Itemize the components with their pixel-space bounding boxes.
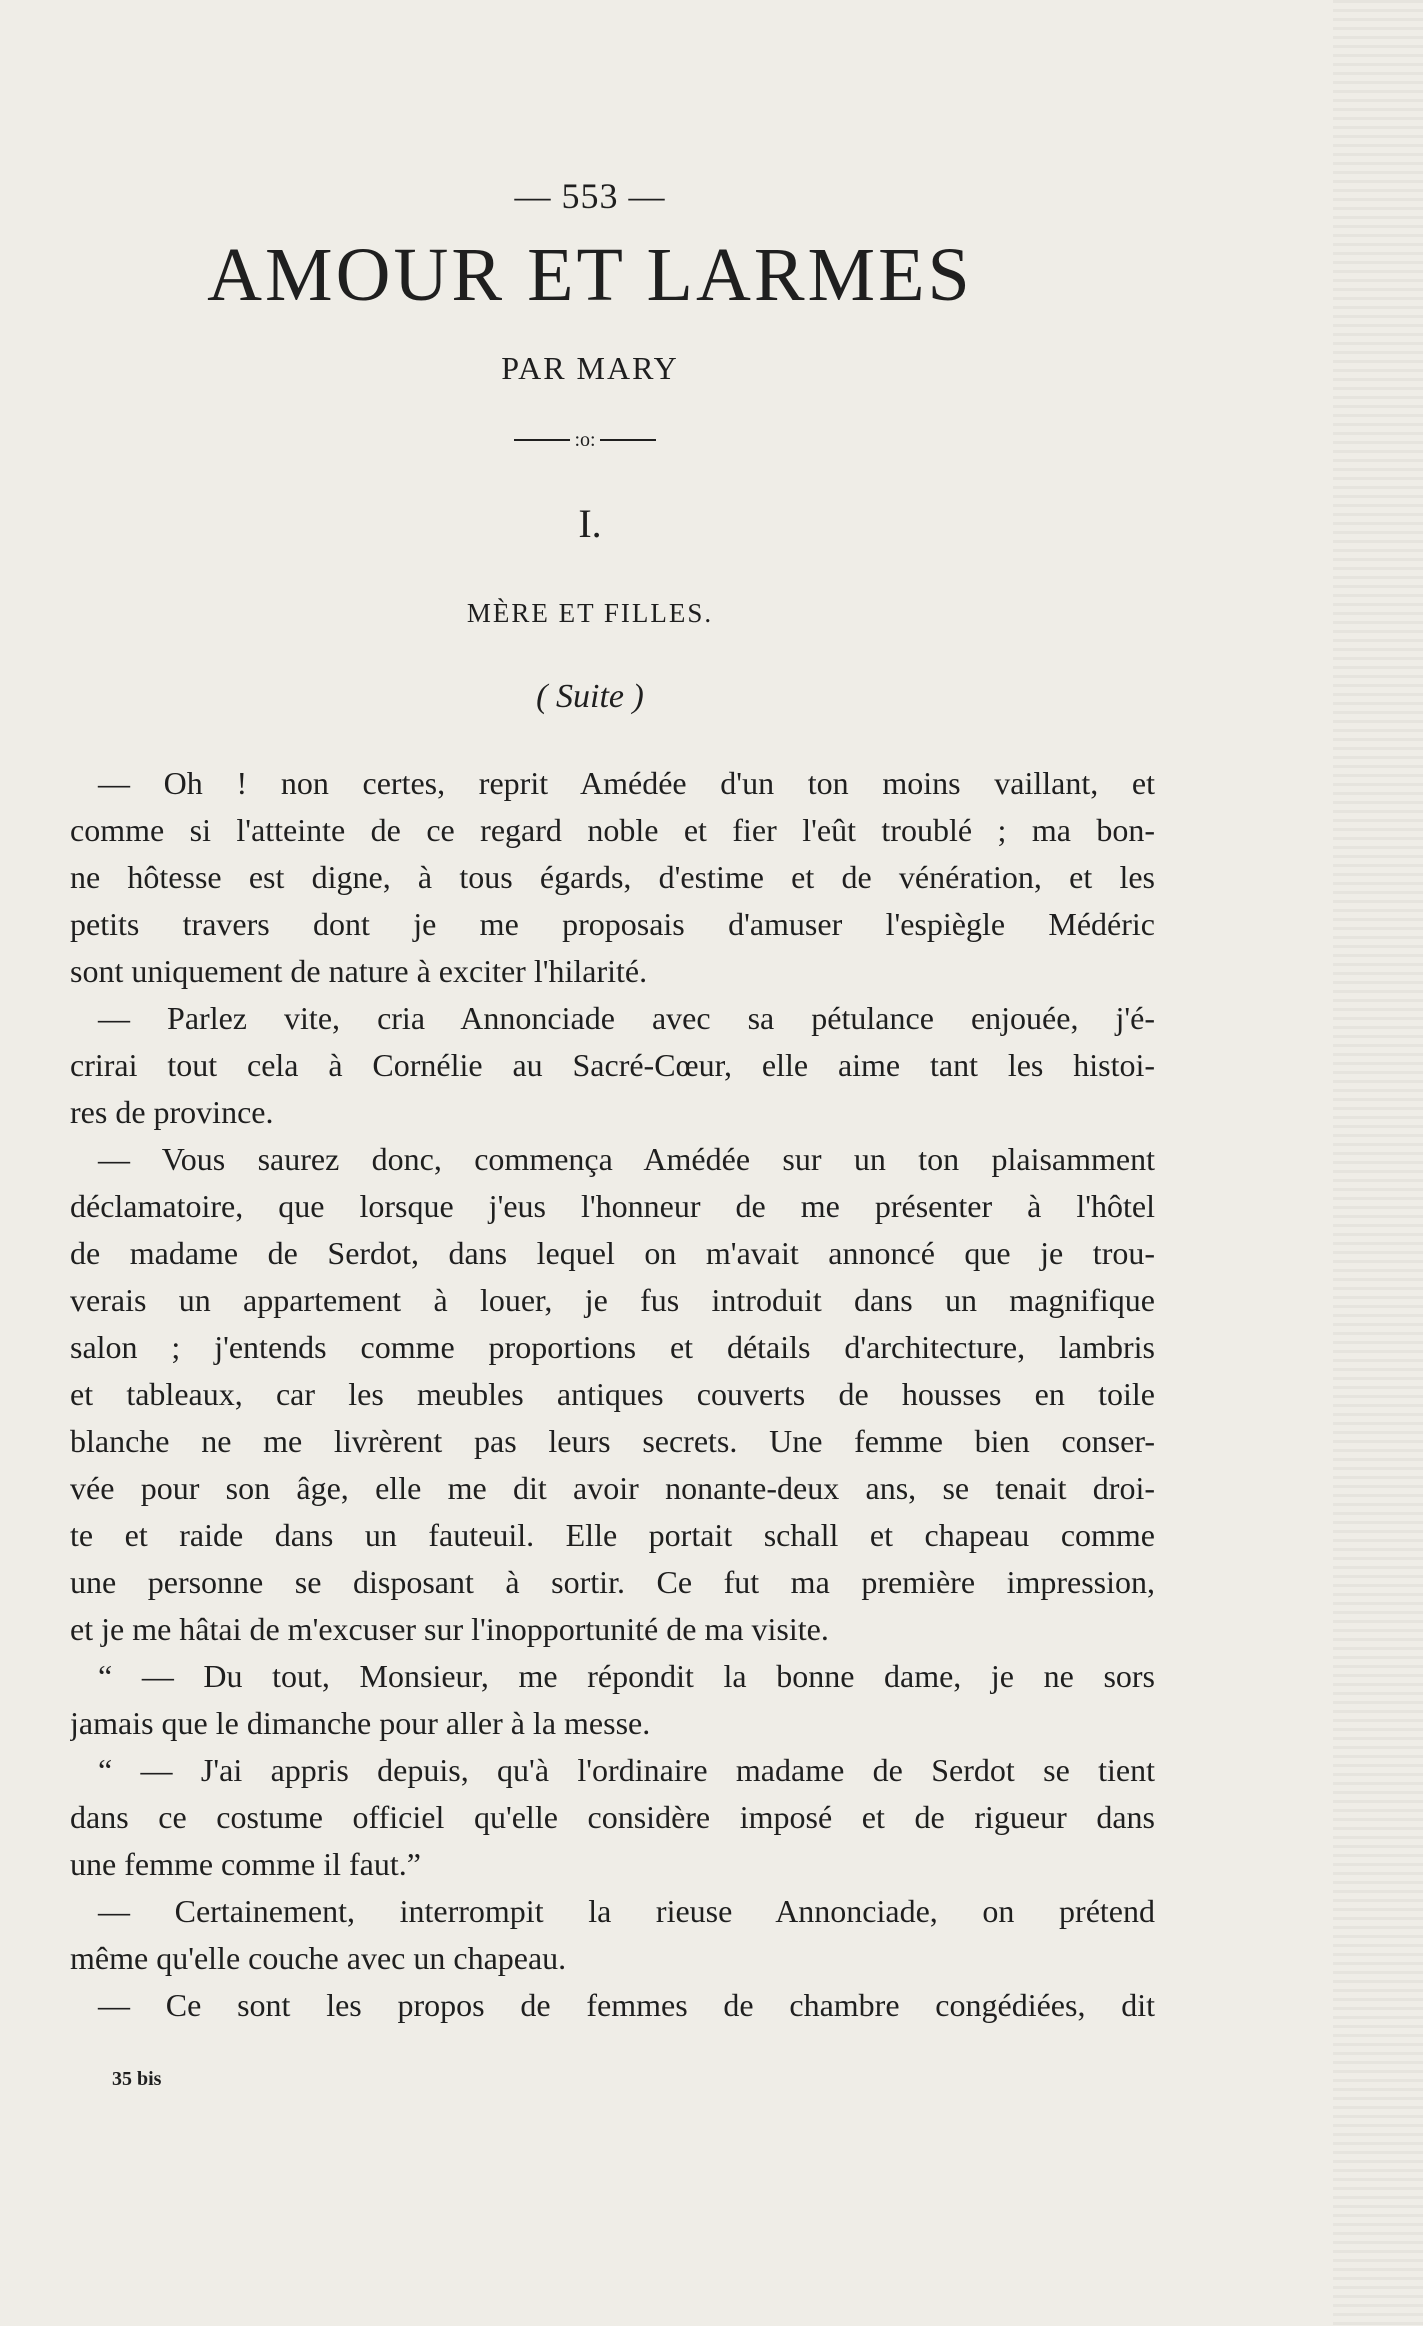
text-line: petits travers dont je me proposais d'amuser l'espiègle Médéric — [70, 906, 1155, 942]
text-line: — Oh ! non certes, reprit Amédée d'un ton moins vaillant, et — [98, 765, 1155, 801]
separator-rule-right — [600, 439, 656, 441]
text-line: “ — J'ai appris depuis, qu'à l'ordinaire madame de Serdot se tient — [98, 1752, 1155, 1788]
text-line: déclamatoire, que lorsque j'eus l'honneur de me présenter à l'hôtel — [70, 1188, 1155, 1224]
story-title: AMOUR ET LARMES — [207, 233, 973, 317]
separator-mark: :o: — [574, 428, 596, 451]
text-line: res de province. — [70, 1094, 274, 1130]
text-line: comme si l'atteinte de ce regard noble et fier l'eût troublé ; ma bon- — [70, 812, 1155, 848]
separator-rule-left — [514, 439, 570, 441]
title-separator — [495, 428, 675, 452]
chapter-number: I. — [578, 501, 602, 546]
text-line: et je me hâtai de m'excuser sur l'inopportunité de ma visite. — [70, 1611, 829, 1647]
text-line: une femme comme il faut.” — [70, 1846, 421, 1882]
page-number: — 553 — — [514, 176, 666, 216]
text-line: ne hôtesse est digne, à tous égards, d'estime et de vénération, et les — [70, 859, 1155, 895]
printer-signature-mark: 35 bis — [112, 2068, 162, 2090]
text-line: — Parlez vite, cria Annonciade avec sa pétulance enjouée, j'é- — [98, 1000, 1155, 1036]
body-text — [70, 760, 1155, 2029]
continuation-note: ( Suite ) — [536, 678, 644, 715]
text-line: — Certainement, interrompit la rieuse Annonciade, on prétend — [98, 1893, 1155, 1929]
text-line: de madame de Serdot, dans lequel on m'avait annoncé que je trou- — [70, 1235, 1155, 1271]
text-line: salon ; j'entends comme proportions et détails d'architecture, lambris — [70, 1329, 1155, 1365]
text-line: même qu'elle couche avec un chapeau. — [70, 1940, 567, 1976]
text-line: “ — Du tout, Monsieur, me répondit la bonne dame, je ne sors — [98, 1658, 1155, 1694]
text-line: dans ce costume officiel qu'elle considère imposé et de rigueur dans — [70, 1799, 1155, 1835]
author-line: PAR MARY — [501, 350, 679, 386]
text-line: sont uniquement de nature à exciter l'hilarité. — [70, 953, 648, 989]
text-line: crirai tout cela à Cornélie au Sacré-Cœur, elle aime tant les histoi- — [70, 1047, 1155, 1083]
text-line: verais un appartement à louer, je fus introduit dans un magnifique — [70, 1282, 1155, 1318]
text-line: une personne se disposant à sortir. Ce fut ma première impression, — [70, 1564, 1155, 1600]
text-line: jamais que le dimanche pour aller à la messe. — [70, 1705, 651, 1741]
text-line: blanche ne me livrèrent pas leurs secrets. Une femme bien conser- — [70, 1423, 1155, 1459]
text-line: — Vous saurez donc, commença Amédée sur un ton plaisamment — [98, 1141, 1155, 1177]
text-line: te et raide dans un fauteuil. Elle portait schall et chapeau comme — [70, 1517, 1155, 1553]
text-line: — Ce sont les propos de femmes de chambre congédiées, dit — [98, 1987, 1155, 2023]
page-edge-shading — [1333, 0, 1423, 2326]
chapter-title: MÈRE ET FILLES. — [466, 598, 714, 628]
text-line: vée pour son âge, elle me dit avoir nonante-deux ans, se tenait droi- — [70, 1470, 1155, 1506]
text-line: et tableaux, car les meubles antiques couverts de housses en toile — [70, 1376, 1155, 1412]
